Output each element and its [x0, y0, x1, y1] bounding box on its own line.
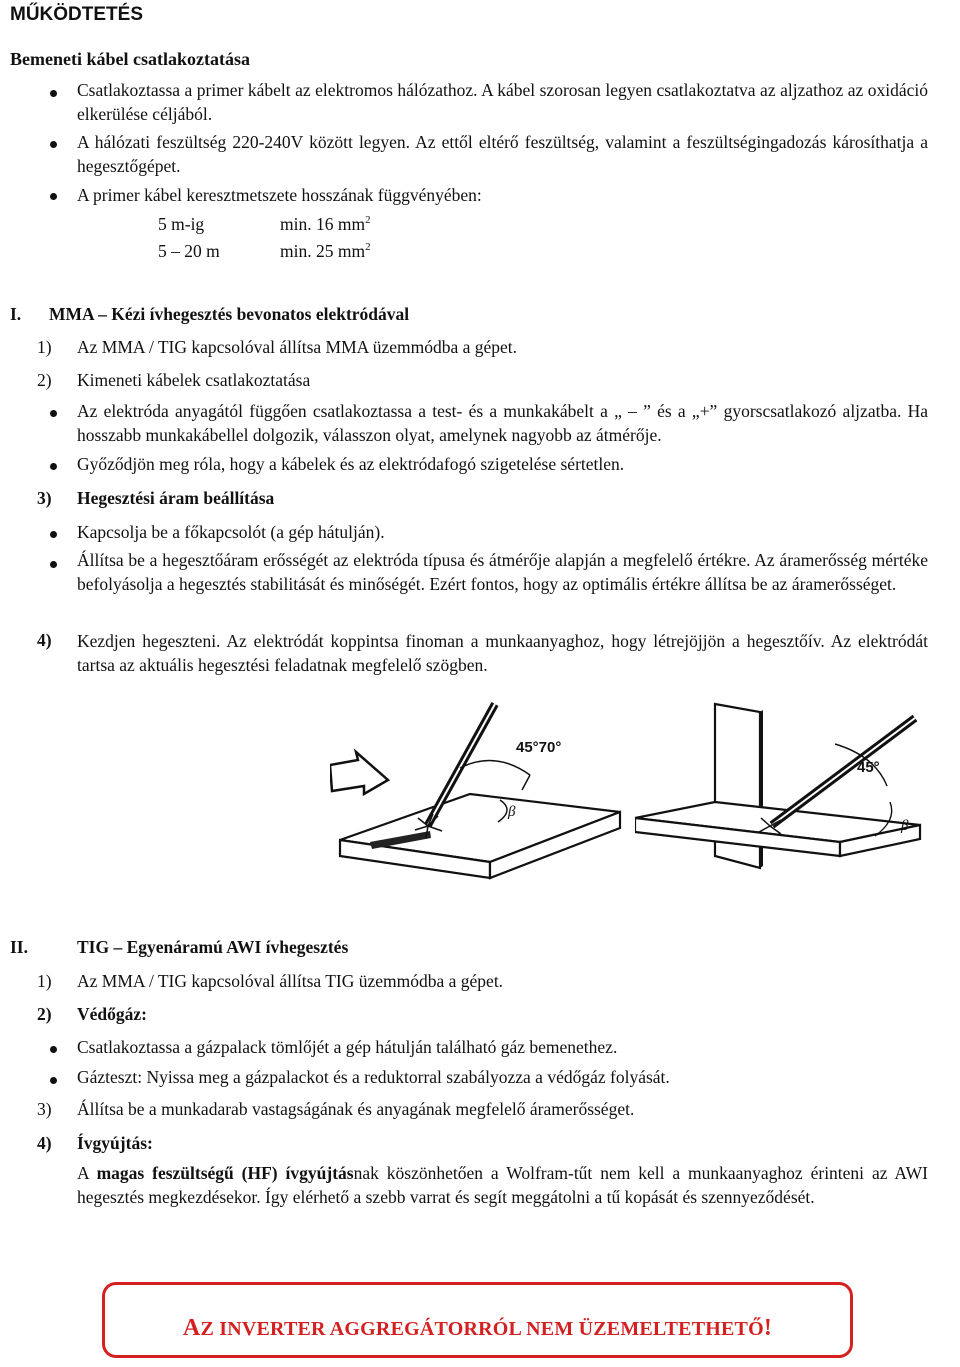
bullet-icon	[50, 463, 57, 470]
section1-title: MMA – Kézi ívhegesztés bevonatos elektródával	[49, 304, 410, 324]
direction-arrow-icon	[330, 752, 388, 794]
step-number: 3)	[37, 1099, 52, 1119]
step-number: 1)	[37, 337, 52, 357]
mma-angle-figure-right	[635, 690, 935, 895]
angle-label: 45°	[857, 759, 880, 776]
section1-step3: Hegesztési áram beállítása	[77, 488, 275, 508]
section-row-2: min. 25 $mm^2$	[280, 241, 371, 261]
beta-label: β	[508, 804, 516, 820]
step-number: 3)	[37, 488, 52, 508]
section2-title: TIG – Egyenáramú AWI ívhegesztés	[77, 937, 349, 957]
step-number: 2)	[37, 370, 52, 390]
section1-step3-bullet-2: Állítsa be a hegesztőáram erősségét az elektróda típusa és átmérője alapján a megfelelő értékre. Az áramerősség mértéke befolyásolja a hegesztés stabilitását és minőségét. Ezért fontos, hogy az optimális értékre állítsa be az áramerősséget.	[77, 550, 928, 594]
input-bullet-3: A primer kábel keresztmetszete hosszának függvényében:	[77, 185, 482, 205]
section1-step2: Kimeneti kábelek csatlakoztatása	[77, 370, 311, 390]
warning-text: AZ INVERTER AGGREGÁTORRÓL NEM ÜZEMELTETHETŐ!	[182, 1315, 773, 1341]
section2-step3: Állítsa be a munkadarab vastagságának és anyagának megfelelő áramerősséget.	[77, 1099, 635, 1119]
section1-step3-bullet-1: Kapcsolja be a főkapcsolót (a gép hátulján).	[77, 522, 385, 542]
section2-step2: Védőgáz:	[77, 1004, 147, 1024]
input-bullet-2: A hálózati feszültség 220-240V között legyen. Az ettől eltérő feszültség, valamint a feszültségingadozás károsíthatja a hegesztőgépet.	[77, 132, 928, 176]
section-row-1: min. 16 $mm^2$	[280, 214, 371, 234]
step-number: 2)	[37, 1004, 52, 1024]
section1-step2-bullet-2: Győződjön meg róla, hogy a kábelek és az elektródafogó szigetelése sértetlen.	[77, 454, 625, 474]
bullet-icon	[50, 410, 57, 417]
bullet-icon	[50, 1046, 57, 1053]
section2-step1: Az MMA / TIG kapcsolóval állítsa TIG üzemmódba a gépet.	[77, 971, 504, 991]
beta-label: β	[901, 818, 909, 834]
input-cable-heading: Bemeneti kábel csatlakoztatása	[10, 49, 250, 69]
input-bullet-1: Csatlakoztassa a primer kábelt az elektromos hálózathoz. A kábel szorosan legyen csatlakoztatva az aljzathoz az oxidáció elkerülése céljából.	[77, 80, 928, 124]
bullet-icon	[50, 193, 57, 200]
section2-step2-bullet-1: Csatlakoztassa a gázpalack tömlőjét a gép hátulján található gáz bemenethez.	[77, 1037, 618, 1057]
bullet-icon	[50, 90, 57, 97]
section2-step2-bullet-2: Gázteszt: Nyissa meg a gázpalackot és a reduktorral szabályozza a védőgáz folyását.	[77, 1067, 670, 1087]
step-number: 4)	[37, 630, 52, 650]
bullet-icon	[50, 531, 57, 538]
step-number: 4)	[37, 1133, 52, 1153]
section1-number: I.	[10, 304, 22, 324]
warning-box	[102, 1282, 853, 1358]
bullet-icon	[50, 561, 57, 568]
section2-step4: Ívgyújtás:	[77, 1133, 153, 1153]
section2-step4-text: A magas feszültségű (HF) ívgyújtásnak köszönhetően a Wolfram-tűt nem kell a munkaanyaghoz érinteni az AWI hegesztés megkezdésekor. Így elérhető a szebb varrat és segít meggátolni a tű kopását és szennyeződését.	[77, 1163, 928, 1207]
length-row-1: 5 m-ig	[158, 214, 205, 234]
page-title: MŰKÖDTETÉS	[10, 4, 143, 25]
section1-step4: Kezdjen hegeszteni. Az elektródát koppintsa finoman a munkaanyaghoz, hogy létrejöjjön a hegesztőív. Az elektródát tartsa az aktuális hegesztési feladatnak megfelelő szögben.	[77, 631, 928, 675]
step-number: 1)	[37, 971, 52, 991]
length-row-2: 5 – 20 m	[158, 241, 220, 261]
section2-number: II.	[10, 937, 28, 957]
section1-step2-bullet-1: Az elektróda anyagától függően csatlakoztassa a test- és a munkakábelt a „ – ” és a „+” gyorscsatlakozó aljzatba. Ha hosszabb munkakábellel dolgozik, válasszon olyat, amelynek nagyobb az átmérője.	[77, 401, 928, 445]
mma-angle-figure-left	[330, 690, 630, 895]
section1-step1: Az MMA / TIG kapcsolóval állítsa MMA üzemmódba a gépet.	[77, 337, 518, 357]
bullet-icon	[50, 141, 57, 148]
angle-label: 45°70°	[516, 739, 562, 756]
bullet-icon	[50, 1077, 57, 1084]
